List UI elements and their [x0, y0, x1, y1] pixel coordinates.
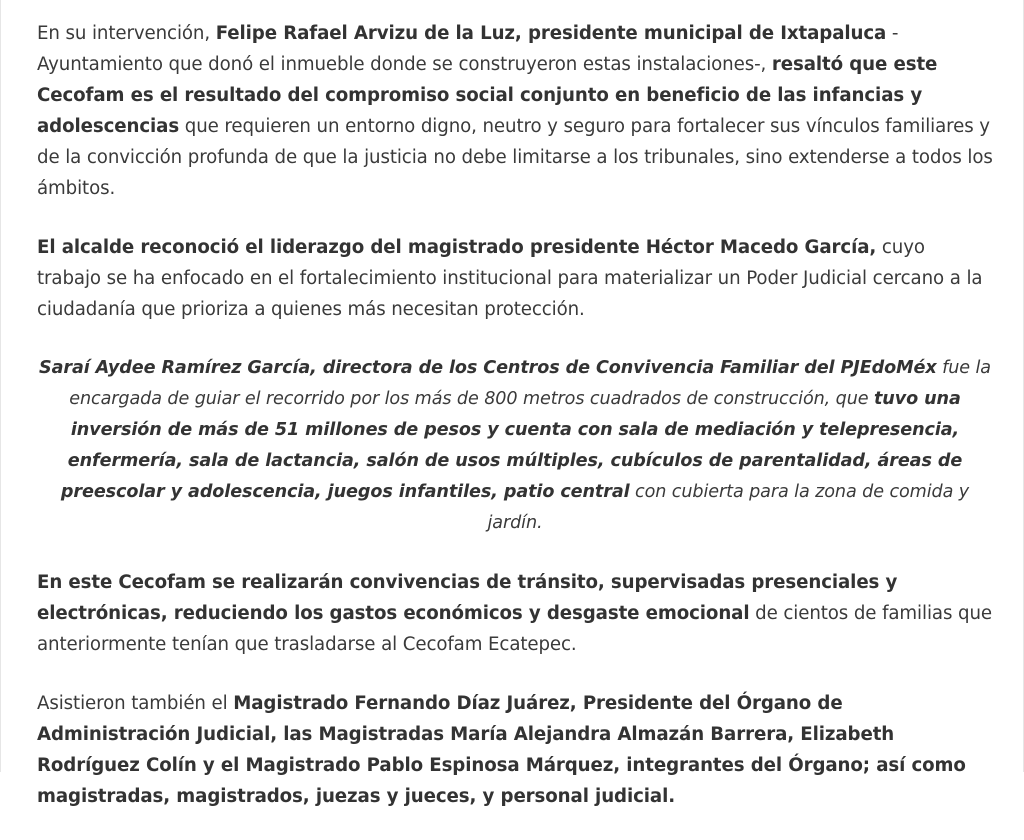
text-run: que requieren un entorno digno, neutro y seguro para fortalecer sus vínculos familiares y de la convicción profunda de que la justicia no debe limitarse a los tribunales, sino extenderse a todos los ámbitos.	[37, 116, 993, 199]
text-run: fue la encargada de guiar el recorrido por los más de 800 metros cuadrados de construcción, que	[69, 358, 991, 409]
text-run: Asistieron también el	[37, 693, 234, 714]
text-run-bold: tuvo una inversión de más de 51 millones de pesos y cuenta con sala de mediación y telepresencia, enfermería, sala de lactancia, salón de usos múltiples, cubículos de parentalidad, áreas de preescolar y adolescencia, juegos infantiles, patio central	[60, 389, 963, 502]
text-run-bold: resaltó que este Cecofam es el resultado del compromiso social conjunto en beneficio de las infancias y adolescencias	[37, 54, 938, 137]
article-body	[37, 18, 993, 840]
text-run-bold: En este Cecofam se realizarán convivencias de tránsito, supervisadas presenciales y electrónicas, reduciendo los gastos económicos y desgaste emocional	[37, 572, 898, 624]
text-run: -Ayuntamiento que donó el inmueble donde se construyeron estas instalaciones-,	[37, 23, 899, 75]
text-run-bold: El alcalde reconoció el liderazgo del magistrado presidente Héctor Macedo García,	[37, 237, 877, 258]
text-run: cuyo trabajo se ha enfocado en el fortalecimiento institucional para materializar un Poder Judicial cercano a la ciudadanía que prioriza a quienes más necesitan protección.	[37, 237, 983, 320]
text-run: En su intervención,	[37, 23, 216, 44]
paragraph-recorrido	[31, 353, 999, 539]
text-run-bold: Felipe Rafael Arvizu de la Luz, presidente municipal de Ixtapaluca	[215, 23, 887, 44]
paragraph-asistentes	[37, 688, 993, 812]
text-run: con cubierta para la zona de comida y jardín.	[487, 482, 970, 533]
paragraph-convivencias	[37, 567, 993, 660]
text-run-bold: Magistrado Fernando Díaz Juárez, Presidente del Órgano de Administración Judicial, las Magistradas María Alejandra Almazán Barrera, Elizabeth Rodríguez Colín y el Magistrado Pablo Espinosa Márquez, integrantes del Órgano; así como magistradas, magistrados, juezas y jueces, y personal judicial.	[37, 693, 966, 807]
text-run: de cientos de familias que anteriormente tenían que trasladarse al Cecofam Ecatepec.	[37, 603, 992, 655]
text-run-bold: Saraí Aydee Ramírez García, directora de los Centros de Convivencia Familiar del PJEdoMéx	[39, 358, 937, 378]
paragraph-intervention	[37, 18, 993, 204]
paragraph-alcalde	[37, 232, 993, 325]
